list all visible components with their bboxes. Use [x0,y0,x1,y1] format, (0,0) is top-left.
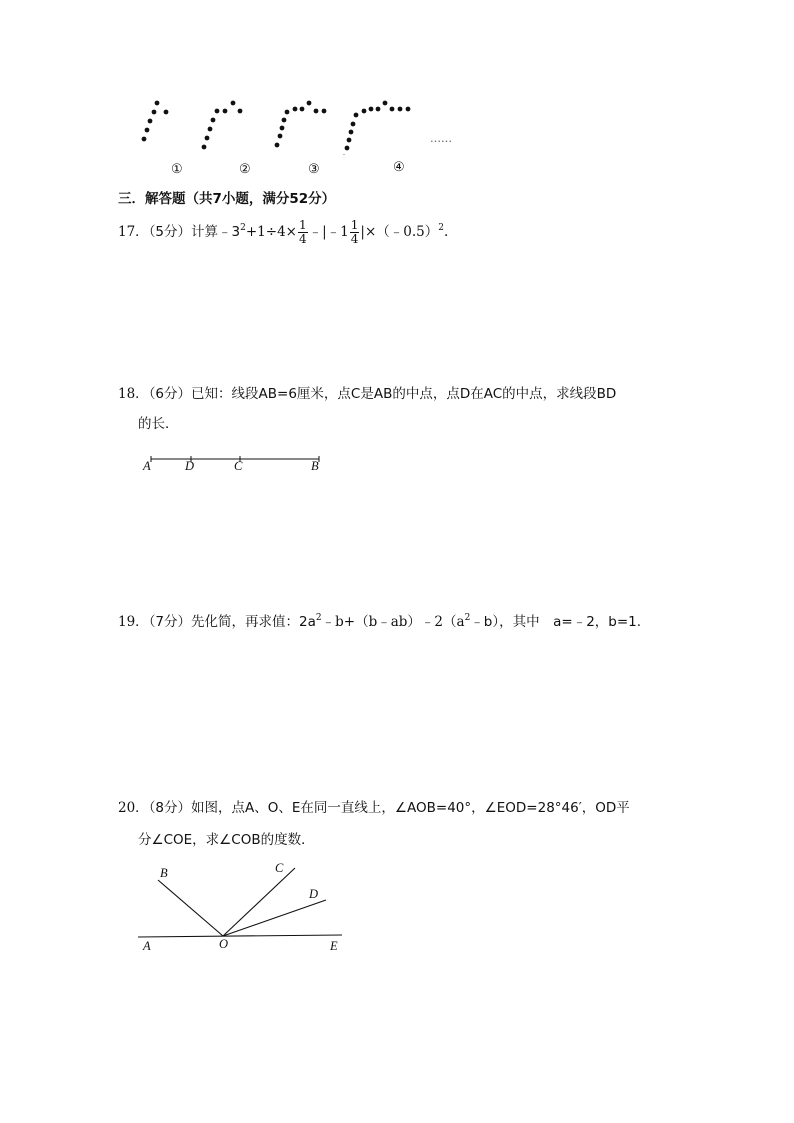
q17-frac1-num: 1 [298,218,307,232]
q20-point-d: D [309,887,319,901]
q17-exp2: 2 [438,223,444,233]
q17-exp1: 2 [240,223,246,233]
q17-frac2-den: 4 [350,232,359,246]
q19-score: （7分） [148,614,192,630]
q20-number: 20． [118,800,149,816]
q18-line2: 的长． [138,416,179,432]
q20-point-o: O [219,937,229,951]
pattern-label-4: ④ [393,160,405,175]
q20-point-e: E [330,939,338,953]
q17-fraction-1 [298,219,308,246]
q20-point-a: A [143,939,151,953]
q17-text-e: . [443,224,449,240]
q18-point-b: B [311,459,319,473]
q17-text-a: 计算﹣3 [191,224,241,240]
q19-exp1: 2 [315,613,322,623]
pattern-label-1: ① [171,162,183,177]
q18-point-c: C [234,459,243,473]
dot-pattern-figure [130,95,470,155]
q20-score: （8分） [148,800,192,816]
q20-point-b: B [160,866,168,880]
pattern-label-3: ③ [308,162,320,177]
pattern-ellipsis: …… [430,132,452,145]
q17-text-d: |×（﹣0.5） [360,224,439,240]
pattern-label-2: ② [239,162,251,177]
section-title: 三．解答题（共7小题，满分52分） [118,191,336,207]
q19-text-c: ﹣b），其中 a=﹣2，b=1. [470,614,642,630]
q18-point-a: A [143,459,151,473]
q18-number: 18． [118,386,149,402]
q18-score: （6分） [148,386,192,402]
q18-point-d: D [185,459,195,473]
question-19 [118,613,641,633]
q19-number: 19． [118,614,149,630]
q17-text-b: +1÷4× [245,224,297,240]
q17-fraction-2 [350,219,360,246]
q17-frac1-den: 4 [298,232,307,246]
q17-score: （5分） [148,224,192,240]
q19-text-b: ﹣b+（b﹣ab）﹣2（a [321,614,465,630]
question-18 [118,385,616,403]
q20-line1: 如图，点A、O、E在同一直线上，∠AOB=40°，∠EOD=28°46′，OD平 [191,800,630,816]
q17-frac2-num: 1 [350,218,359,232]
q19-exp2: 2 [464,613,471,623]
q20-line2: 分∠COE，求∠COB的度数． [138,832,315,848]
q17-text-c: ﹣|﹣1 [308,224,349,240]
q17-number: 17． [118,224,149,240]
question-17 [118,219,448,246]
q19-text-a: 先化简，再求值：2a [191,614,316,630]
q20-point-c: C [275,861,284,875]
question-20 [118,799,630,817]
q18-line1: 已知：线段AB=6厘米，点C是AB的中点，点D在AC的中点，求线段BD [191,386,617,402]
